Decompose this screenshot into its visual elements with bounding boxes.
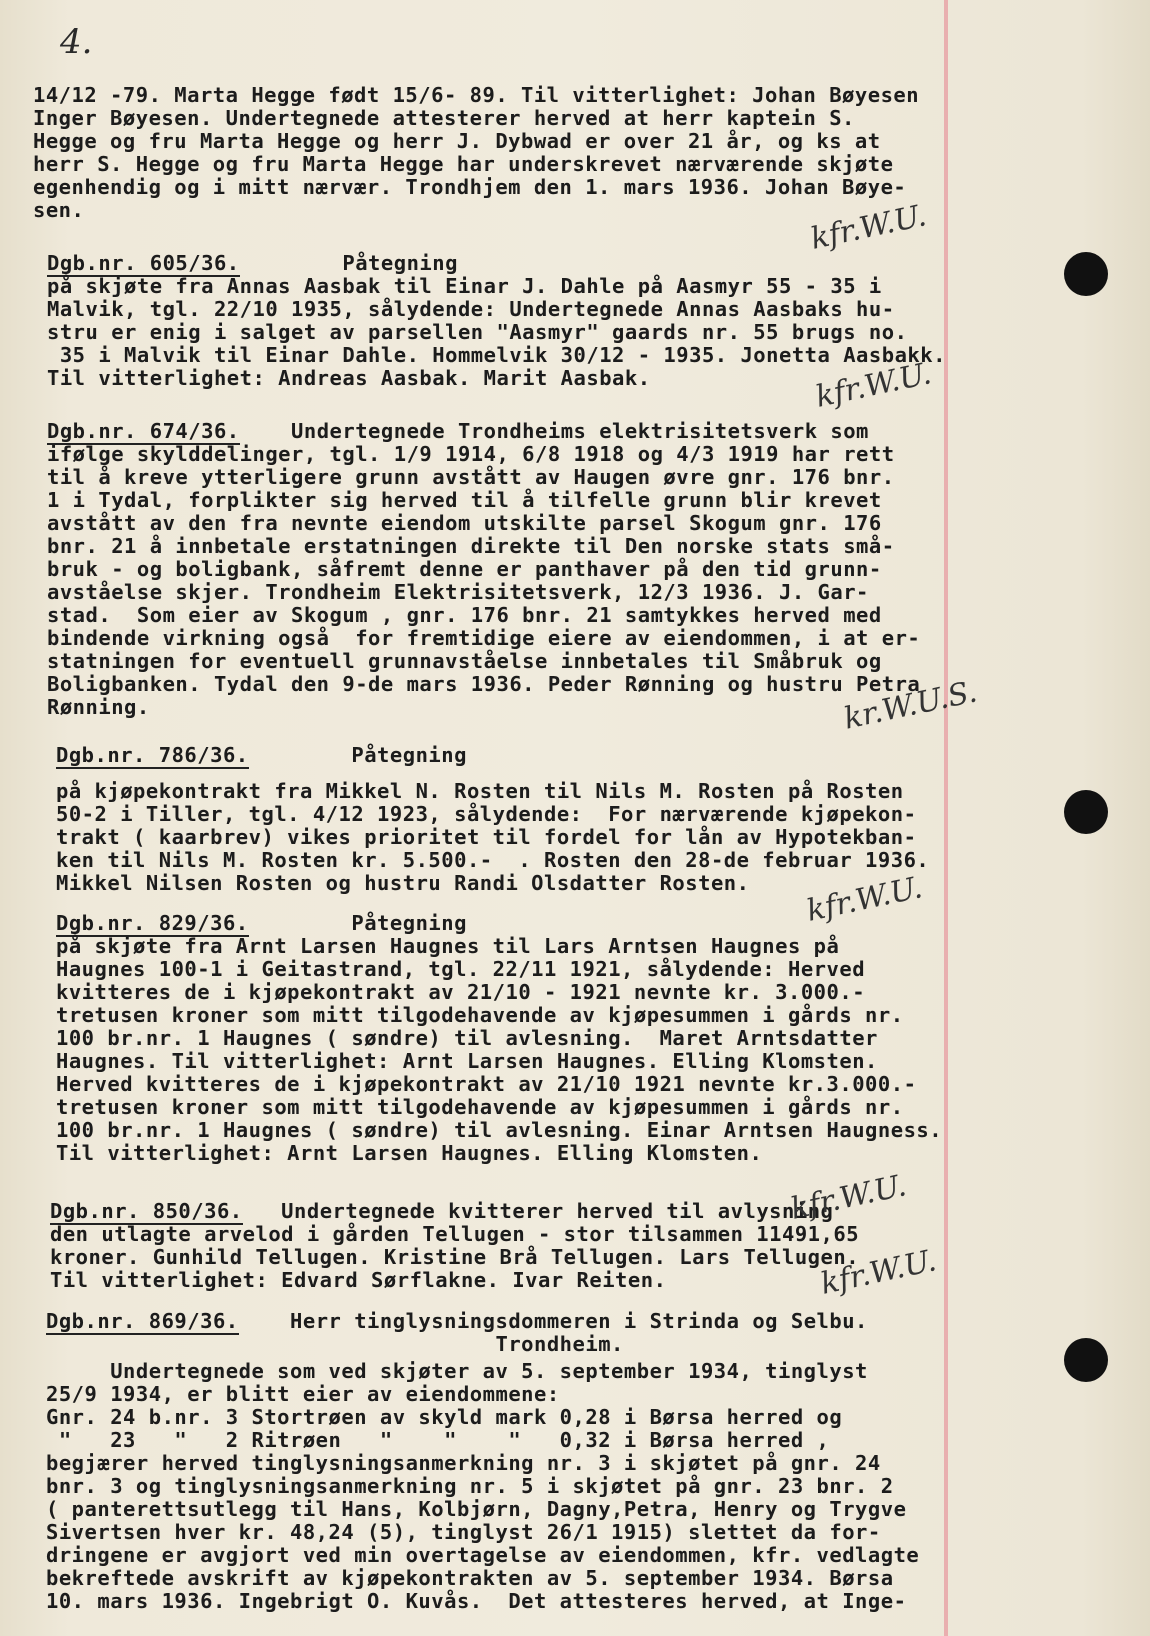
text-line: på skjøte fra Arnt Larsen Haugnes til Lars Arntsen Haugnes på [56,934,840,958]
text-line: Til vitterlighet: Andreas Aasbak. Marit Aasbak. [47,366,651,390]
text-line: på skjøte fra Annas Aasbak til Einar J. Dahle på Aasmyr 55 - 35 i [47,274,882,298]
text-line: 100 br.nr. 1 Haugnes ( søndre) til avlesning. Maret Arntsdatter [56,1026,878,1050]
text-line: Dgb.nr. 786/36. Påtegning [56,743,467,767]
text-line: Dgb.nr. 869/36. Herr tinglysningsdommeren i Strinda og Selbu. [46,1309,868,1333]
text-line: bekreftede avskrift av kjøpekontrakten av 5. september 1934. Børsa [46,1566,894,1590]
handwritten-signature: kr.W.U.S. [840,674,981,737]
punch-hole [1064,252,1108,296]
text-line: til å kreve ytterligere grunn avstått av Haugen øvre gnr. 176 bnr. [47,465,895,489]
text-line: dringene er avgjort ved min overtagelse av eiendommen, kfr. vedlagte [46,1543,920,1567]
text-line: Dgb.nr. 674/36. Undertegnede Trondheims elektrisitetsverk som [47,419,869,443]
text-line: 100 br.nr. 1 Haugnes ( søndre) til avlesning. Einar Arntsen Haugness. [56,1118,943,1142]
page-number: 4. [60,22,93,62]
text-line: Sivertsen hver kr. 48,24 (5), tinglyst 26/1 1915) slettet da for- [46,1520,881,1544]
text-line: ken til Nils M. Rosten kr. 5.500.- . Rosten den 28-de februar 1936. [56,848,930,872]
text-line: bnr. 3 og tinglysningsanmerkning nr. 5 i skjøtet på gnr. 23 bnr. 2 [46,1474,894,1498]
text-line: 25/9 1934, er blitt eier av eiendommene: [46,1382,560,1406]
text-line: den utlagte arvelod i gården Tellugen - stor tilsammen 11491,65 [50,1222,860,1246]
handwritten-signature: kfr.W.U. [812,356,935,415]
text-line: statningen for eventuell grunnavståelse innbetales til Småbruk og [47,649,882,673]
text-line: tretusen kroner som mitt tilgodehavende av kjøpesummen i gårds nr. [56,1095,904,1119]
text-line: Til vitterlighet: Arnt Larsen Haugnes. Elling Klomsten. [56,1141,763,1165]
text-line: begjærer herved tinglysningsanmerkning nr. 3 i skjøtet på gnr. 24 [46,1451,881,1475]
text-line: Undertegnede som ved skjøter av 5. september 1934, tinglyst [46,1359,868,1383]
punch-hole [1064,790,1108,834]
handwritten-signature: kfr.W.U. [807,198,930,257]
text-line: Hegge og fru Marta Hegge og herr J. Dybwad er over 21 år, og ks at [33,129,881,153]
text-line: Malvik, tgl. 22/10 1935, sålydende: Undertegnede Annas Aasbaks hu- [47,297,895,321]
text-line: Dgb.nr. 605/36. Påtegning [47,251,458,275]
text-line: Rønning. [47,695,150,719]
handwritten-signature: kfr.W.U. [787,1168,910,1227]
text-line: ifølge skylddelinger, tgl. 1/9 1914, 6/8 1918 og 4/3 1919 har rett [47,442,895,466]
text-line: stru er enig i salget av parsellen "Aasmyr" gaards nr. 55 brugs no. [47,320,908,344]
text-line: Herved kvitteres de i kjøpekontrakt av 21/10 1921 nevnte kr.3.000.- [56,1072,917,1096]
punch-hole [1064,1338,1108,1382]
text-line: Dgb.nr. 829/36. Påtegning [56,911,467,935]
text-line: 35 i Malvik til Einar Dahle. Hommelvik 30/12 - 1935. Jonetta Aasbakk. [47,343,946,367]
text-line: tretusen kroner som mitt tilgodehavende av kjøpesummen i gårds nr. [56,1003,904,1027]
text-line: 50-2 i Tiller, tgl. 4/12 1923, sålydende: For nærværende kjøpekon- [56,802,917,826]
text-line: " 23 " 2 Ritrøen " " " 0,32 i Børsa herred , [46,1428,830,1452]
text-line: Trondheim. [46,1332,624,1356]
text-line: bindende virkning også for fremtidige eiere av eiendommen, i at er- [47,626,921,650]
text-line: Mikkel Nilsen Rosten og hustru Randi Olsdatter Rosten. [56,871,750,895]
text-line: 14/12 -79. Marta Hegge født 15/6- 89. Til vitterlighet: Johan Bøyesen [33,83,920,107]
text-line: Boligbanken. Tydal den 9-de mars 1936. Peder Rønning og hustru Petra [47,672,921,696]
text-line: 10. mars 1936. Ingebrigt O. Kuvås. Det attesteres herved, at Inge- [46,1589,907,1613]
text-line: avståelse skjer. Trondheim Elektrisitetsverk, 12/3 1936. J. Gar- [47,580,869,604]
text-line: egenhendig og i mitt nærvær. Trondhjem den 1. mars 1936. Johan Bøye- [33,175,907,199]
text-line: Gnr. 24 b.nr. 3 Stortrøen av skyld mark 0,28 i Børsa herred og [46,1405,843,1429]
handwritten-signature: kfr.W.U. [817,1243,940,1302]
text-line: kroner. Gunhild Tellugen. Kristine Brå Tellugen. Lars Tellugen. [50,1245,860,1269]
margin-line [944,0,948,1636]
text-line: Dgb.nr. 850/36. Undertegnede kvitterer herved til avlysning [50,1199,834,1223]
handwritten-signature: kfr.W.U. [803,870,926,929]
text-line: sen. [33,198,85,222]
text-line: Haugnes 100-1 i Geitastrand, tgl. 22/11 1921, sålydende: Herved [56,957,866,981]
text-line: herr S. Hegge og fru Marta Hegge har underskrevet nærværende skjøte [33,152,894,176]
text-line: stad. Som eier av Skogum , gnr. 176 bnr. 21 samtykkes herved med [47,603,882,627]
text-line: Haugnes. Til vitterlighet: Arnt Larsen Haugnes. Elling Klomsten. [56,1049,878,1073]
text-line: trakt ( kaarbrev) vikes prioritet til fordel for lån av Hypotekban- [56,825,917,849]
text-line: Inger Bøyesen. Undertegnede attesterer herved at herr kaptein S. [33,106,855,130]
text-line: kvitteres de i kjøpekontrakt av 21/10 - 1921 nevnte kr. 3.000.- [56,980,866,1004]
text-line: 1 i Tydal, forplikter sig herved til å tilfelle grunn blir krevet [47,488,882,512]
text-line: avstått av den fra nevnte eiendom utskilte parsel Skogum gnr. 176 [47,511,882,535]
text-line: ( panterettsutlegg til Hans, Kolbjørn, Dagny,Petra, Henry og Trygve [46,1497,907,1521]
text-line: bruk - og boligbank, såfremt denne er panthaver på den tid grunn- [47,557,882,581]
text-line: på kjøpekontrakt fra Mikkel N. Rosten til Nils M. Rosten på Rosten [56,779,904,803]
text-line: bnr. 21 å innbetale erstatningen direkte til Den norske stats små- [47,534,895,558]
text-line: Til vitterlighet: Edvard Sørflakne. Ivar Reiten. [50,1268,667,1292]
